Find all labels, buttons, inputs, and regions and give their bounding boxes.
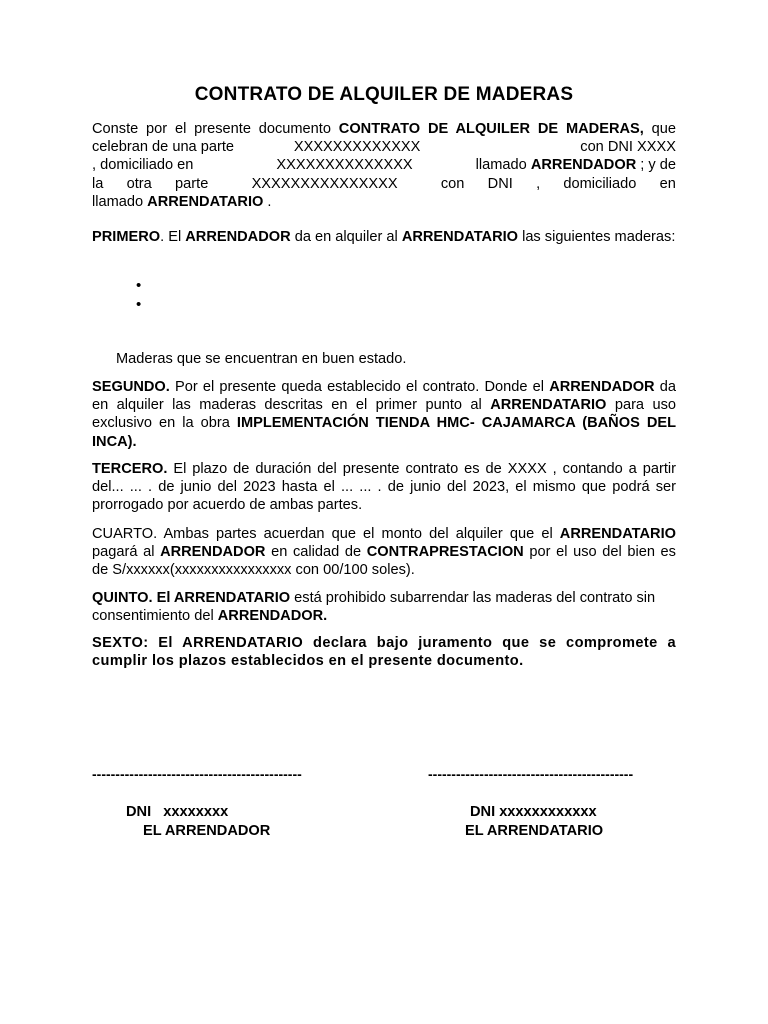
- landlord-label: EL ARRENDADOR: [143, 823, 271, 839]
- paragraph-parties: [92, 120, 676, 211]
- bullet-list: [136, 276, 141, 314]
- bullet-item: •: [136, 296, 142, 313]
- clause-quinto: QUINTO. El ARRENDATARIO está prohibido subarrendar las maderas del contrato sin consentimiento del ARRENDADOR.: [92, 590, 656, 625]
- landlord-dni: DNI xxxxxxxx: [126, 804, 229, 820]
- parties-line-5: llamado ARRENDATARIO .: [92, 193, 272, 210]
- clause-tercero: TERCERO. El plazo de duración del presente contrato es de XXXX , contando a partir del... ... . de junio del 2023 hasta el ... ... . de junio del 2023, el mismo que podrá ser prorrogado por acuerdo de ambas partes.: [92, 461, 676, 514]
- clause-sexto: SEXTO: El ARRENDATARIO declara bajo juramento que se compromete a cumplir los plazos establecidos en el presente documento.: [92, 635, 676, 670]
- parties-line-2: celebran de una parte XXXXXXXXXXXXX con DNI XXXX: [92, 139, 676, 156]
- tenant-label: EL ARRENDATARIO: [465, 823, 604, 839]
- signature-line-right: --------------------------------------------: [428, 766, 634, 782]
- document-title: CONTRATO DE ALQUILER DE MADERAS: [194, 84, 574, 105]
- clause-cuarto: CUARTO. Ambas partes acuerdan que el monto del alquiler que el ARRENDATARIO pagará al ARRENDADOR en calidad de CONTRAPRESTACION por el uso del bien es de S/xxxxxx(xxxxxxxxxxxxxxxx con 00/100 soles).: [92, 526, 676, 579]
- parties-line-3: , domiciliado en XXXXXXXXXXXXXX llamado ARRENDADOR ; y de: [92, 157, 676, 174]
- clause-primero: PRIMERO. El ARRENDADOR da en alquiler al ARRENDATARIO las siguientes maderas:: [92, 229, 676, 245]
- tenant-dni: DNI xxxxxxxxxxxx: [470, 804, 597, 820]
- signature-line-left: ---------------------------------------------: [92, 766, 302, 782]
- bullet-item: •: [136, 277, 142, 294]
- wood-condition-note: Maderas que se encuentran en buen estado.: [116, 351, 407, 367]
- parties-line-1: Conste por el presente documento CONTRATO DE ALQUILER DE MADERAS, que: [92, 121, 676, 137]
- parties-line-4: la otra parte XXXXXXXXXXXXXXX con DNI , domiciliado en: [92, 175, 676, 192]
- clause-segundo: SEGUNDO. Por el presente queda establecido el contrato. Donde el ARRENDADOR da en alquiler las maderas descritas en el primer punto al ARRENDATARIO para uso exclusivo en la obra IMPLEMENTACIÓN TIENDA HMC- CAJAMARCA (BAÑOS DEL INCA).: [92, 379, 677, 450]
